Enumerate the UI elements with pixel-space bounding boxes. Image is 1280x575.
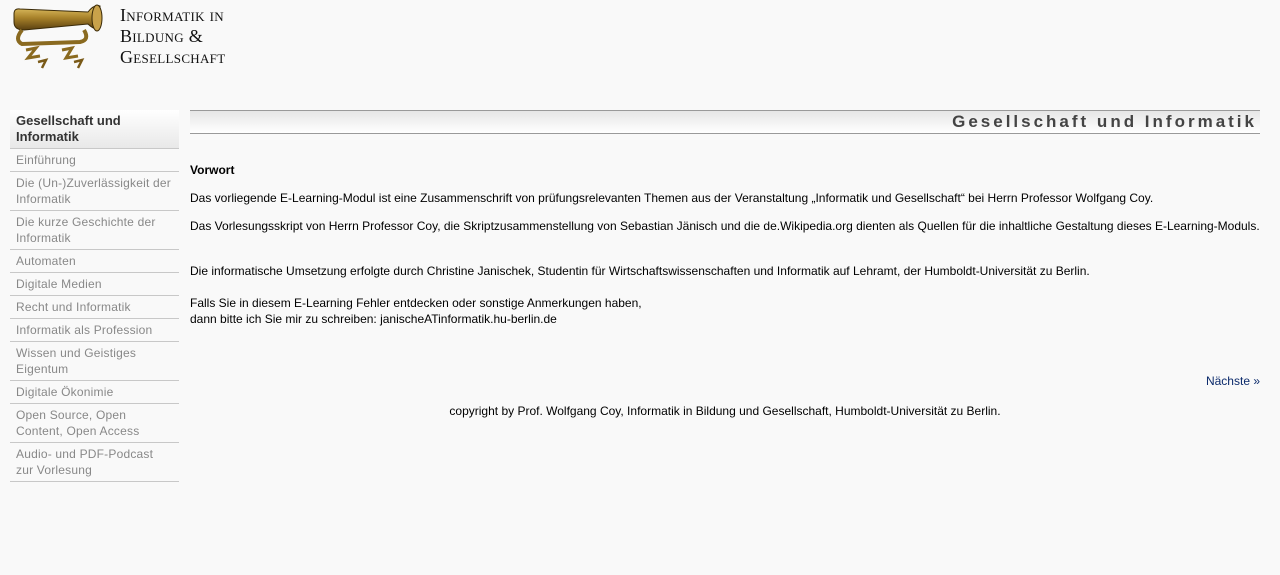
sidebar-item-einfuehrung[interactable]: Einführung: [10, 149, 179, 172]
next-page-link[interactable]: Nächste »: [1205, 374, 1260, 388]
sidebar-nav: [10, 110, 179, 482]
page-title: Gesellschaft und Informatik: [952, 112, 1257, 131]
sidebar-heading[interactable]: Gesellschaft und Informatik: [10, 110, 179, 149]
main-content: [190, 110, 1260, 418]
paragraph-sources: Das Vorlesungsskript von Herrn Professor Coy, die Skriptzusammenstellung von Sebastian Jänisch und die de.Wikipedia.org dienten als Quellen für die inhaltliche Gestaltung dieses E-Learning-Moduls.: [190, 219, 1260, 233]
paragraph-intro: Das vorliegende E-Learning-Modul ist eine Zusammenschrift von prüfungsrelevanten Themen aus der Veranstaltung „Informatik und Gesellschaft“ bei Herrn Professor Wolfgang Coy.: [190, 191, 1154, 205]
sidebar-item-open-source[interactable]: Open Source, Open Content, Open Access: [10, 404, 179, 443]
copyright-footer: copyright by Prof. Wolfgang Coy, Informatik in Bildung und Gesellschaft, Humboldt-Universität zu Berlin.: [449, 404, 1001, 418]
section-heading: Vorwort: [190, 163, 235, 177]
logo-line-1: Informatik in: [120, 5, 224, 25]
bugle-icon: [10, 0, 105, 72]
sidebar-item-wissen[interactable]: Wissen und Geistiges Eigentum: [10, 342, 179, 381]
sidebar-item-unzuverlaessigkeit[interactable]: Die (Un-)Zuverlässigkeit der Informatik: [10, 172, 179, 211]
paragraph-implementation: Die informatische Umsetzung erfolgte durch Christine Janischek, Studentin für Wirtschaftswissenschaften und Informatik auf Lehramt, der Humboldt-Universität zu Berlin.: [190, 264, 1090, 278]
sidebar-item-podcast[interactable]: Audio- und PDF-Podcast zur Vorlesung: [10, 443, 179, 482]
paragraph-feedback-1: Falls Sie in diesem E-Learning Fehler entdecken oder sonstige Anmerkungen haben,: [190, 296, 642, 310]
logo-line-2: Bildung &: [120, 26, 204, 46]
logo-line-3: Gesellschaft: [120, 47, 226, 67]
sidebar-item-geschichte[interactable]: Die kurze Geschichte der Informatik: [10, 211, 179, 250]
site-logo[interactable]: [10, 0, 225, 72]
paragraph-feedback-2: dann bitte ich Sie mir zu schreiben: janischeATinformatik.hu-berlin.de: [190, 312, 557, 326]
logo-text: [120, 5, 225, 68]
sidebar-item-recht[interactable]: Recht und Informatik: [10, 296, 179, 319]
sidebar-item-automaten[interactable]: Automaten: [10, 250, 179, 273]
sidebar-item-oekonimie[interactable]: Digitale Ökonimie: [10, 381, 179, 404]
page-title-bar: [190, 110, 1260, 134]
sidebar-item-digitale-medien[interactable]: Digitale Medien: [10, 273, 179, 296]
sidebar-item-profession[interactable]: Informatik als Profession: [10, 319, 179, 342]
